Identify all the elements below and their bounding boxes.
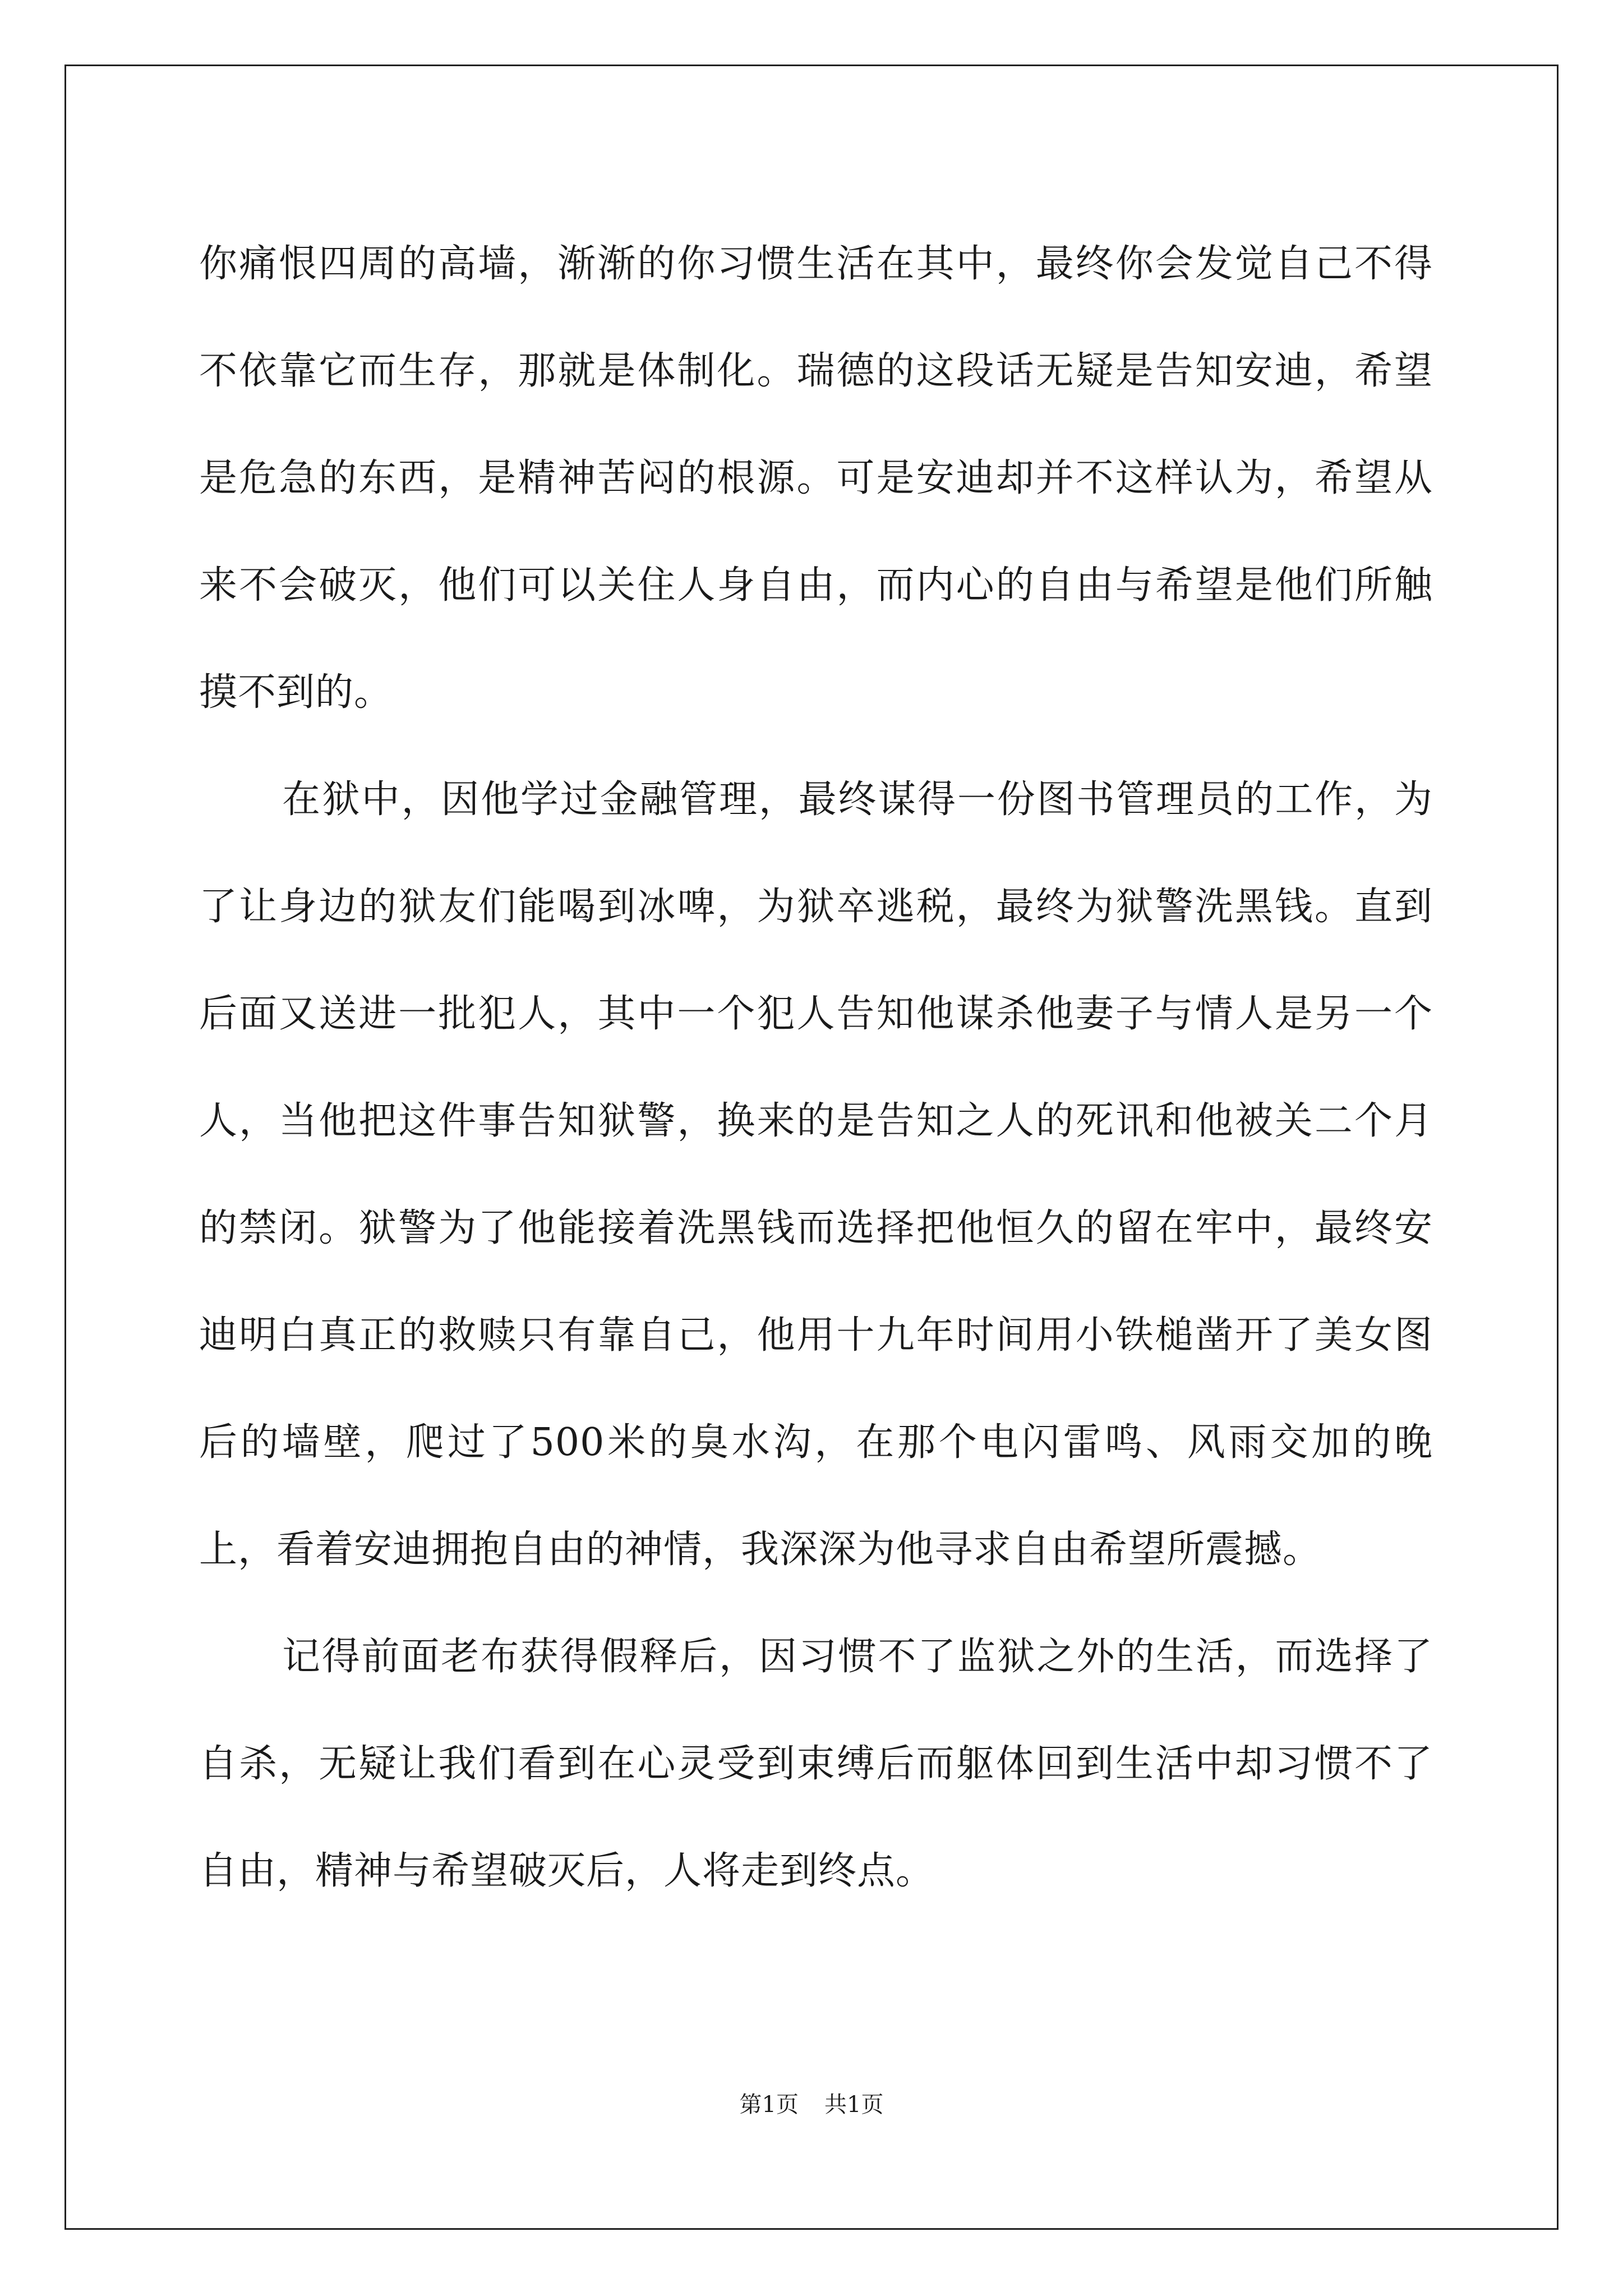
page-footer [0,2088,1623,2122]
paragraph-2: 在狱中，因他学过金融管理，最终谋得一份图书管理员的工作，为了让身边的狱友们能喝到冰啤，为狱卒逃税，最终为狱警洗黑钱。直到后面又送进一批犯人，其中一个犯人告知他谋杀他妻子与情人是另一个人，当他把这件事告知狱警，换来的是告知之人的死讯和他被关二个月的禁闭。狱警为了他能接着洗黑钱而选择把他恒久的留在牢中，最终安迪明白真正的救赎只有靠自己，他用十九年时间用小铁槌凿开了美女图后的墙壁，爬过了500米的臭水沟，在那个电闪雷鸣、风雨交加的晚上，看着安迪拥抱自由的神情，我深深为他寻求自由希望所震撼。 [199,777,1433,1572]
paragraph-1: 你痛恨四周的高墙，渐渐的你习惯生活在其中，最终你会发觉自己不得不依靠它而生存，那就是体制化。瑞德的这段话无疑是告知安迪，希望是危急的东西，是精神苦闷的根源。可是安迪却并不这样认为，希望从来不会破灭，他们可以关住人身自由，而内心的自由与希望是他们所触摸不到的。 [199,242,1433,715]
paragraph-3: 记得前面老布获得假释后，因习惯不了监狱之外的生活，而选择了自杀，无疑让我们看到在心灵受到束缚后而躯体回到生活中却习惯不了自由，精神与希望破灭后，人将走到终点。 [199,1635,1433,1893]
page-number: 第1页 [739,2092,799,2118]
document-body [199,210,1433,1925]
page-total: 共1页 [824,2092,884,2118]
